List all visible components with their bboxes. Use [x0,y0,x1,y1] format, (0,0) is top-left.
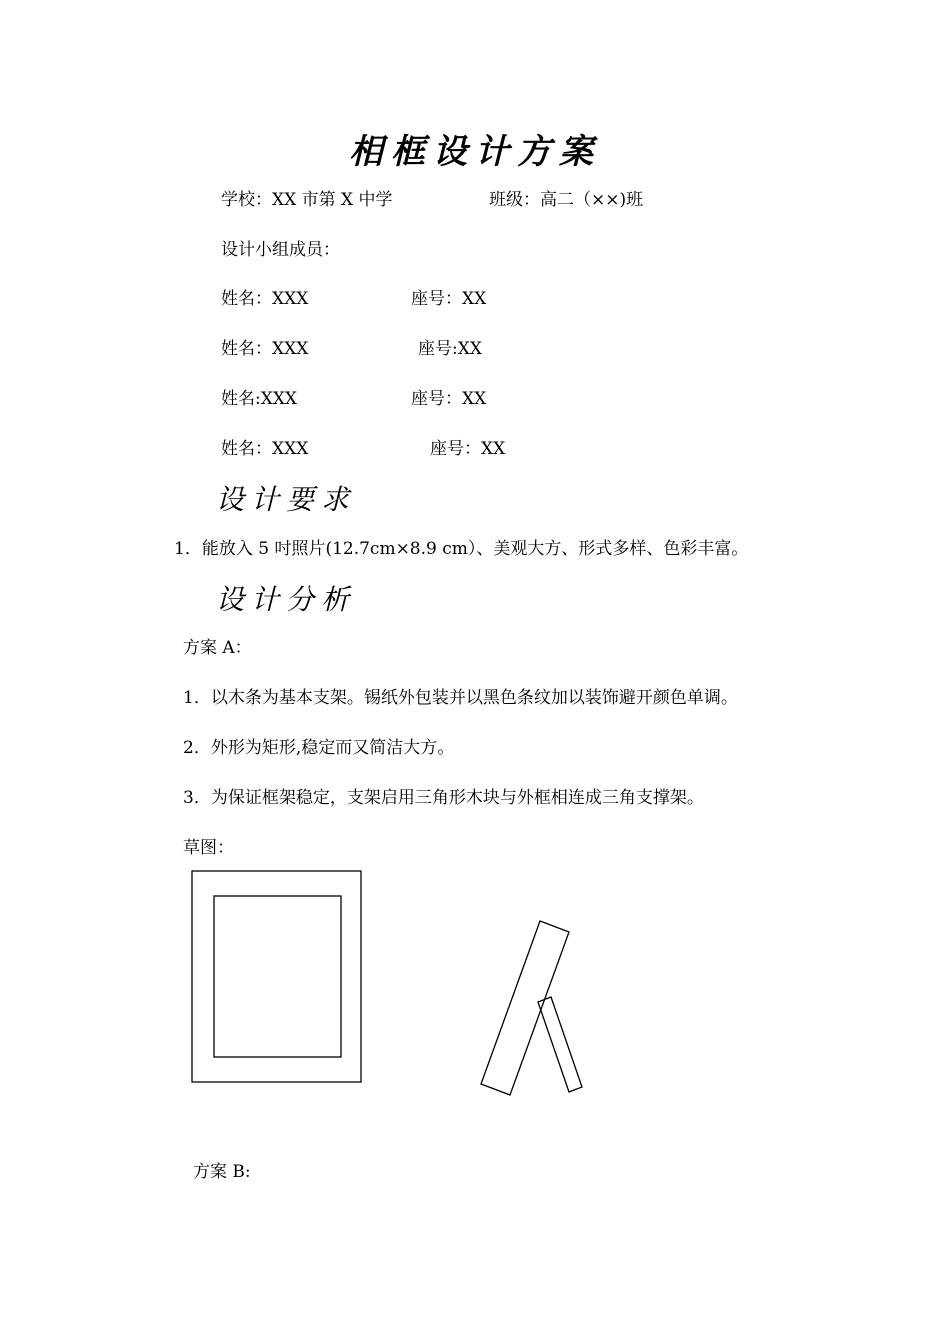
school-label: 学校：XX 市第 X 中学 [221,190,393,210]
requirement-item: 1．能放入 5 吋照片(12.7cm×8.9 cm）、美观大方、形式多样、色彩丰富。 [174,539,749,559]
member-seat: 座号：XX [430,439,506,459]
member-name: 姓名：XXX [221,339,309,359]
member-name: 姓名:XXX [221,389,298,409]
member-name: 姓名：XXX [221,289,309,309]
members-label: 设计小组成员： [221,240,340,260]
frame-sketch [180,860,600,1110]
plan-a-label: 方案 A： [183,638,252,658]
requirements-heading: 设计要求 [216,483,357,516]
member-name: 姓名：XXX [221,439,309,459]
frame-side-board [481,921,569,1095]
analysis-heading: 设计分析 [216,583,357,616]
plan-a-item: 2．外形为矩形,稳定而又简洁大方。 [183,738,455,758]
outer-frame-front [192,871,361,1082]
member-seat: 座号：XX [411,289,487,309]
inner-frame-front [214,896,341,1057]
member-seat: 座号：XX [411,389,487,409]
plan-a-item: 3．为保证框架稳定，支架启用三角形木块与外框相连成三角支撑架。 [183,788,704,808]
class-label: 班级：高二（××)班 [489,190,644,210]
document-title: 相框设计方案 [349,132,601,172]
plan-a-item: 1．以木条为基本支架。锡纸外包装并以黑色条纹加以装饰避开颜色单调。 [183,688,738,708]
member-seat: 座号:XX [418,339,482,359]
frame-support-stand [538,997,582,1092]
sketch-label: 草图： [183,838,234,858]
plan-b-label: 方案 B: [193,1162,251,1182]
